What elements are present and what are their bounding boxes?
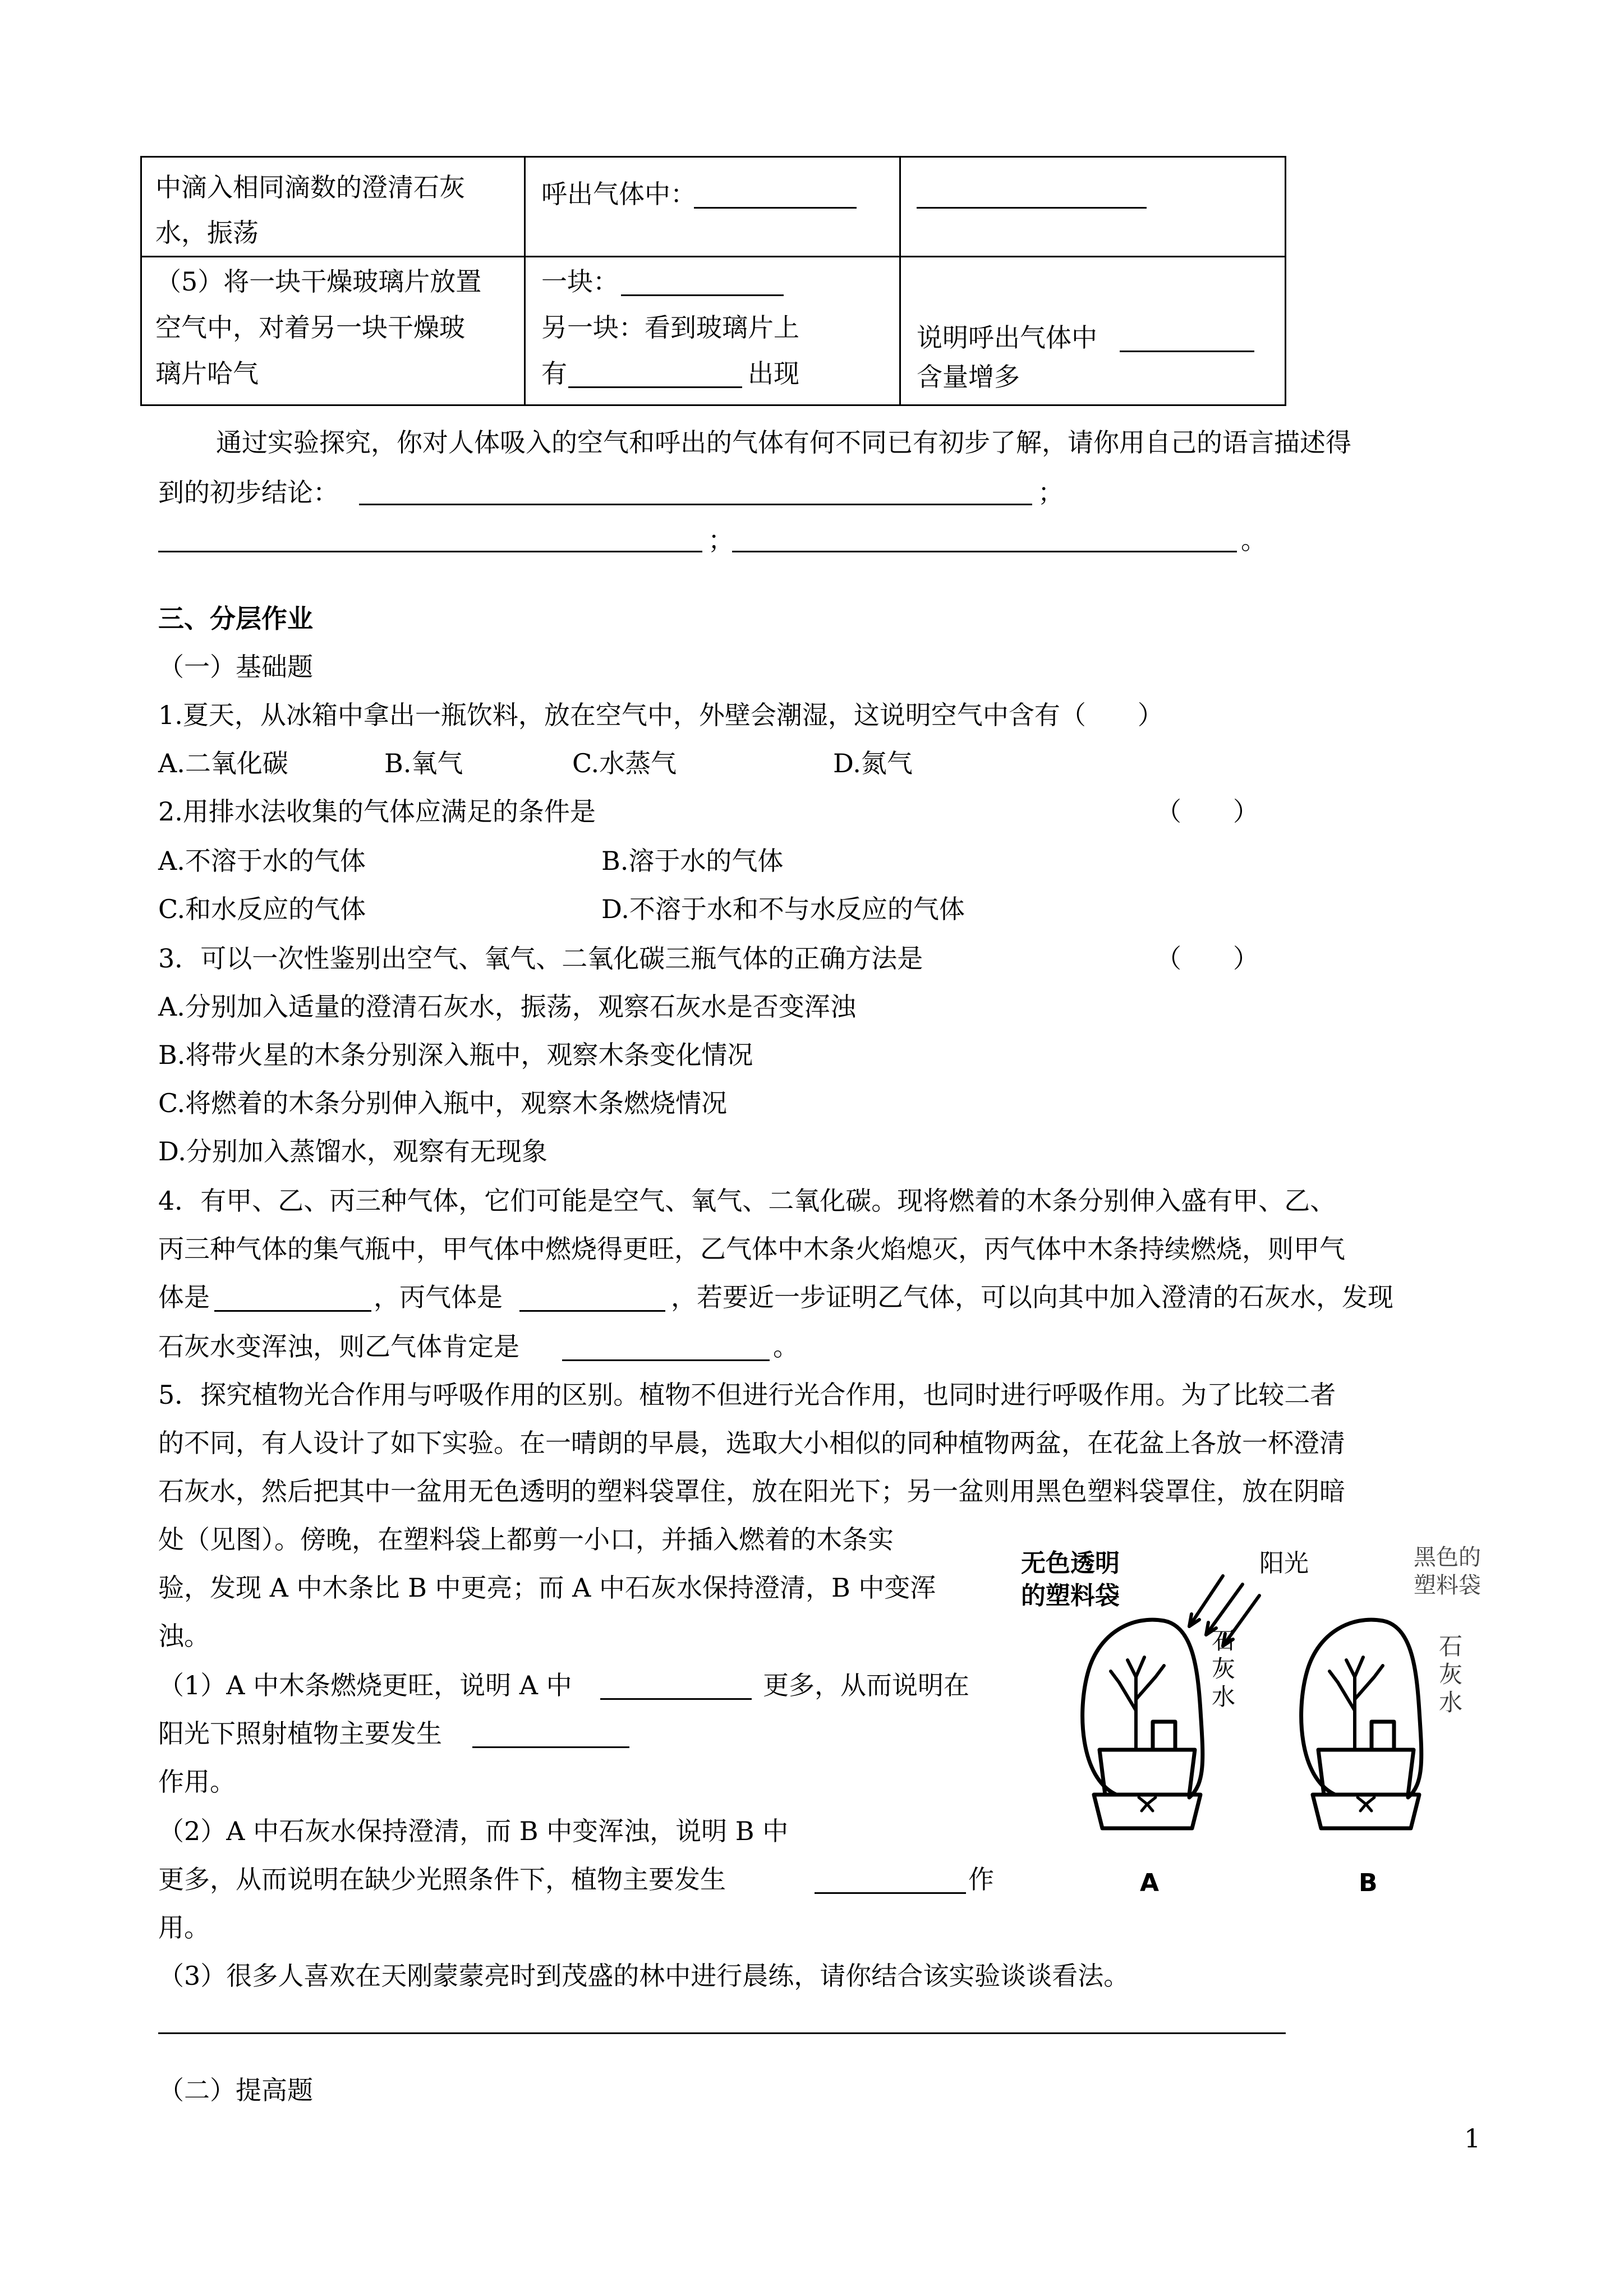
experiment-table bbox=[140, 156, 1286, 406]
question-text: 5．探究植物光合作用与呼吸作用的区别。植物不但进行光合作用，也同时进行呼吸作用。为了比较二者 bbox=[158, 1380, 1336, 1410]
answer-blank[interactable] bbox=[568, 361, 742, 389]
cell-text: （5）将一块干燥玻璃片放置 bbox=[155, 266, 482, 297]
table-cell bbox=[525, 257, 900, 405]
cell-text: 水，振荡 bbox=[155, 218, 259, 248]
answer-blank[interactable] bbox=[600, 1672, 752, 1700]
punctuation: ； bbox=[1038, 477, 1064, 508]
answer-line[interactable] bbox=[732, 551, 1237, 552]
cell-text: 空气中，对着另一块干燥玻 bbox=[155, 312, 465, 343]
option-c[interactable]: C.水蒸气 bbox=[572, 748, 677, 778]
flowerpot-b bbox=[1318, 1750, 1414, 1795]
question-text: 4．有甲、乙、丙三种气体，它们可能是空气、氧气、二氧化碳。现将燃着的木条分别伸入盛有甲、乙、 bbox=[158, 1186, 1336, 1216]
option-a[interactable]: A.不溶于水的气体 bbox=[158, 846, 366, 876]
answer-line[interactable] bbox=[158, 2032, 1286, 2034]
answer-blank[interactable] bbox=[694, 181, 857, 209]
table-cell bbox=[900, 257, 1286, 405]
cell-text: 有 bbox=[541, 358, 567, 389]
question-stem: 3．可以一次性鉴别出空气、氧气、二氧化碳三瓶气体的正确方法是 bbox=[158, 943, 923, 974]
table-row bbox=[141, 257, 1286, 405]
limewater-cup-b bbox=[1372, 1722, 1394, 1750]
limewater-cup-a bbox=[1153, 1722, 1175, 1750]
question-stem: 2.用排水法收集的气体应满足的条件是 bbox=[158, 796, 596, 827]
limewater-label-a: 水 bbox=[1212, 1683, 1236, 1711]
limewater-label-b: 石 bbox=[1439, 1633, 1463, 1660]
answer-blank[interactable] bbox=[519, 1284, 665, 1312]
table-cell bbox=[525, 157, 900, 257]
subsection-title: （二）提高题 bbox=[158, 2075, 313, 2105]
option-d[interactable]: D.分别加入蒸馏水，观察有无现象 bbox=[158, 1136, 548, 1167]
answer-blank[interactable] bbox=[472, 1721, 629, 1749]
cell-text: 一块： bbox=[541, 266, 619, 297]
answer-line[interactable] bbox=[158, 551, 702, 552]
flowerpot-a bbox=[1099, 1750, 1195, 1795]
bag-a-label: 的塑料袋 bbox=[1021, 1582, 1120, 1610]
plant-a bbox=[1111, 1657, 1164, 1750]
question-text: 石灰水，然后把其中一盆用无色透明的塑料袋罩住，放在阳光下；另一盆则用黑色塑料袋罩住，放在阴暗 bbox=[158, 1476, 1345, 1506]
cell-text: 含量增多 bbox=[917, 362, 1020, 392]
option-b[interactable]: B.氧气 bbox=[384, 748, 463, 778]
answer-blank[interactable] bbox=[214, 1284, 371, 1312]
page-number: 1 bbox=[1464, 2123, 1481, 2154]
sub-question: 更多，从而说明在缺少光照条件下，植物主要发生 bbox=[158, 1864, 726, 1894]
option-a[interactable]: A.二氧化碳 bbox=[158, 748, 288, 778]
option-b[interactable]: B.将带火星的木条分别深入瓶中，观察木条变化情况 bbox=[158, 1040, 753, 1070]
conclusion-label: 到的初步结论： bbox=[158, 477, 339, 508]
limewater-label-a: 灰 bbox=[1212, 1655, 1236, 1682]
figure-caption-b: B bbox=[1359, 1869, 1378, 1897]
question-text: 石灰水变浑浊，则乙气体肯定是 bbox=[158, 1331, 519, 1362]
option-c[interactable]: C.和水反应的气体 bbox=[158, 894, 366, 924]
question-text: 验，发现 A 中木条比 B 中更亮；而 A 中石灰水保持澄清，B 中变浑 bbox=[158, 1573, 936, 1603]
option-a[interactable]: A.分别加入适量的澄清石灰水，振荡，观察石灰水是否变浑浊 bbox=[158, 992, 856, 1022]
limewater-label-a: 石 bbox=[1212, 1627, 1236, 1654]
question-text: 。 bbox=[773, 1331, 799, 1362]
question-text: 体是 bbox=[158, 1282, 210, 1312]
answer-blank[interactable] bbox=[1120, 325, 1254, 353]
punctuation: 。 bbox=[1241, 525, 1267, 555]
question-text: 浊。 bbox=[158, 1621, 210, 1651]
cell-text: 璃片哈气 bbox=[155, 358, 259, 389]
sunlight-label: 阳光 bbox=[1259, 1549, 1309, 1578]
plant-experiment-figure bbox=[1021, 1542, 1492, 1924]
option-d[interactable]: D.氮气 bbox=[833, 748, 913, 778]
punctuation: ； bbox=[708, 525, 734, 555]
sub-question: 阳光下照射植物主要发生 bbox=[158, 1718, 442, 1749]
answer-paren[interactable]: （ ） bbox=[1156, 796, 1259, 827]
answer-blank[interactable] bbox=[621, 269, 784, 297]
bag-b-label: 塑料袋 bbox=[1414, 1573, 1481, 1598]
answer-blank[interactable] bbox=[917, 181, 1147, 209]
figure-caption-a: A bbox=[1140, 1869, 1160, 1897]
sub-question: （1）A 中木条燃烧更旺，说明 A 中 bbox=[158, 1670, 572, 1700]
limewater-label-b: 灰 bbox=[1439, 1661, 1463, 1688]
option-d[interactable]: D.不溶于水和不与水反应的气体 bbox=[601, 894, 965, 924]
question-text: ，若要近一步证明乙气体，可以向其中加入澄清的石灰水，发现 bbox=[671, 1282, 1393, 1312]
plant-b bbox=[1329, 1657, 1383, 1750]
subsection-title: （一）基础题 bbox=[158, 652, 313, 682]
sub-question: 作 bbox=[968, 1864, 994, 1894]
limewater-label-b: 水 bbox=[1439, 1689, 1463, 1716]
question-text: 的不同，有人设计了如下实验。在一晴朗的早晨，选取大小相似的同种植物两盆，在花盆上各放一杯澄清 bbox=[158, 1428, 1345, 1458]
option-c[interactable]: C.将燃着的木条分别伸入瓶中，观察木条燃烧情况 bbox=[158, 1088, 728, 1118]
sub-question: （3）很多人喜欢在天刚蒙蒙亮时到茂盛的林中进行晨练，请你结合该实验谈谈看法。 bbox=[158, 1961, 1130, 1991]
cell-text: 中滴入相同滴数的澄清石灰 bbox=[155, 172, 465, 202]
answer-line[interactable] bbox=[359, 504, 1032, 505]
conclusion-prompt: 通过实验探究，你对人体吸入的空气和呼出的气体有何不同已有初步了解，请你用自己的语言描述得 bbox=[216, 427, 1351, 458]
table-cell bbox=[141, 157, 525, 257]
cell-text: 呼出气体中： bbox=[541, 179, 696, 209]
question-text: ，丙气体是 bbox=[374, 1282, 503, 1312]
question-stem: 1.夏天，从冰箱中拿出一瓶饮料，放在空气中，外壁会潮湿，这说明空气中含有（ ） bbox=[158, 700, 1163, 730]
option-b[interactable]: B.溶于水的气体 bbox=[601, 846, 784, 876]
cell-text: 另一块：看到玻璃片上 bbox=[541, 312, 799, 343]
table-cell bbox=[141, 257, 525, 405]
table-cell bbox=[900, 157, 1286, 257]
question-text: 处（见图）。傍晚，在塑料袋上都剪一小口，并插入燃着的木条实 bbox=[158, 1524, 894, 1555]
bag-a-label: 无色透明 bbox=[1021, 1549, 1120, 1578]
cell-text: 说明呼出气体中 bbox=[917, 322, 1097, 353]
answer-paren[interactable]: （ ） bbox=[1156, 943, 1259, 974]
bag-b-label: 黑色的 bbox=[1414, 1545, 1481, 1570]
table-row bbox=[141, 157, 1286, 257]
sub-question: 更多，从而说明在 bbox=[763, 1670, 969, 1700]
cell-text: 出现 bbox=[748, 358, 799, 389]
sub-question: 作用。 bbox=[158, 1767, 236, 1797]
sub-question: 用。 bbox=[158, 1912, 210, 1943]
answer-blank[interactable] bbox=[815, 1866, 966, 1894]
sub-question: （2）A 中石灰水保持澄清，而 B 中变浑浊，说明 B 中 bbox=[158, 1816, 789, 1846]
answer-blank[interactable] bbox=[562, 1334, 770, 1362]
question-text: 丙三种气体的集气瓶中，甲气体中燃烧得更旺，乙气体中木条火焰熄灭，丙气体中木条持续燃烧，则甲气 bbox=[158, 1234, 1345, 1264]
section-title: 三、分层作业 bbox=[158, 603, 313, 634]
